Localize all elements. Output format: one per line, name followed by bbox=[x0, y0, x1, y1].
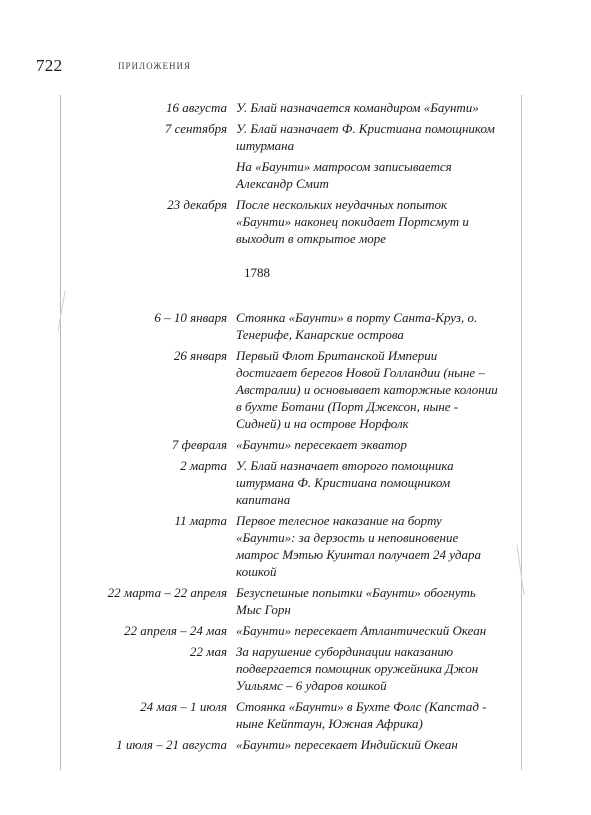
entry-date: 22 марта – 22 апреля bbox=[107, 585, 227, 600]
chronology-entry bbox=[0, 120, 591, 154]
page-number: 722 bbox=[36, 56, 63, 75]
entry-text: Безуспешные попытки «Баунти» обогнуть Мыс Горн bbox=[236, 585, 476, 617]
chronology-entry bbox=[0, 622, 591, 639]
chronology-entry bbox=[0, 309, 591, 343]
entry-date: 6 – 10 января bbox=[154, 310, 227, 325]
entry-text: Стоянка «Баунти» в порту Санта-Круз, о. Тенерифе, Канарские острова bbox=[236, 310, 478, 342]
chronology-entry bbox=[0, 584, 591, 618]
chronology-entry bbox=[0, 512, 591, 580]
chronology-entry bbox=[0, 457, 591, 508]
chronology-entry bbox=[0, 99, 591, 116]
entry-text: На «Баунти» матросом записывается Александр Смит bbox=[236, 159, 452, 191]
chronology-list bbox=[0, 99, 591, 757]
entry-text: За нарушение субординации наказанию подвергается помощник оружейника Джон Уильямс – 6 ударов кошкой bbox=[236, 644, 479, 693]
entry-text: После нескольких неудачных попыток «Баунти» наконец покидает Портсмут и выходит в открытое море bbox=[236, 197, 469, 246]
entry-date: 1 июля – 21 августа bbox=[116, 737, 227, 752]
entry-date: 2 марта bbox=[180, 458, 227, 473]
entry-text: «Баунти» пересекает Атлантический Океан bbox=[236, 623, 487, 638]
entry-text: Первое телесное наказание на борту «Баунти»: за дерзость и неповиновение матрос Мэтью Куинтал получает 24 удара кошкой bbox=[236, 513, 482, 579]
entry-text: У. Блай назначает Ф. Кристиана помощником штурмана bbox=[236, 121, 495, 153]
entry-text: «Баунти» пересекает Индийский Океан bbox=[236, 737, 458, 752]
chronology-entry bbox=[0, 347, 591, 432]
chronology-entry bbox=[0, 643, 591, 694]
entry-date: 23 декабря bbox=[167, 197, 227, 212]
chronology-entry bbox=[0, 436, 591, 453]
entry-date: 7 февраля bbox=[171, 437, 227, 452]
entry-date: 22 апреля – 24 мая bbox=[124, 623, 227, 638]
entry-date: 7 сентября bbox=[164, 121, 227, 136]
year-heading: 1788 bbox=[244, 265, 270, 280]
entry-text: «Баунти» пересекает экватор bbox=[236, 437, 407, 452]
chronology-entry bbox=[0, 736, 591, 753]
page-header bbox=[36, 56, 555, 80]
entry-text: У. Блай назначается командиром «Баунти» bbox=[236, 100, 479, 115]
entry-text: У. Блай назначает второго помощника штурмана Ф. Кристиана помощником капитана bbox=[236, 458, 454, 507]
running-head: ПРИЛОЖЕНИЯ bbox=[118, 61, 191, 71]
entry-date: 26 января bbox=[173, 348, 227, 363]
entry-text: Стоянка «Баунти» в Бухте Фолс (Капстад - ныне Кейптаун, Южная Африка) bbox=[236, 699, 487, 731]
chronology-entry bbox=[0, 698, 591, 732]
entry-date: 22 мая bbox=[189, 644, 227, 659]
entry-date: 16 августа bbox=[165, 100, 227, 115]
entry-date: 11 марта bbox=[174, 513, 227, 528]
entry-date: 24 мая – 1 июля bbox=[140, 699, 227, 714]
chronology-entry bbox=[0, 196, 591, 247]
entry-text: Первый Флот Британской Империи достигает берегов Новой Голландии (ныне – Австралии) и основывает каторжные колонии в бухте Ботани (Порт Джексон, ныне - Сидней) и на острове Норфолк bbox=[236, 348, 498, 431]
chronology-entry bbox=[0, 158, 591, 192]
